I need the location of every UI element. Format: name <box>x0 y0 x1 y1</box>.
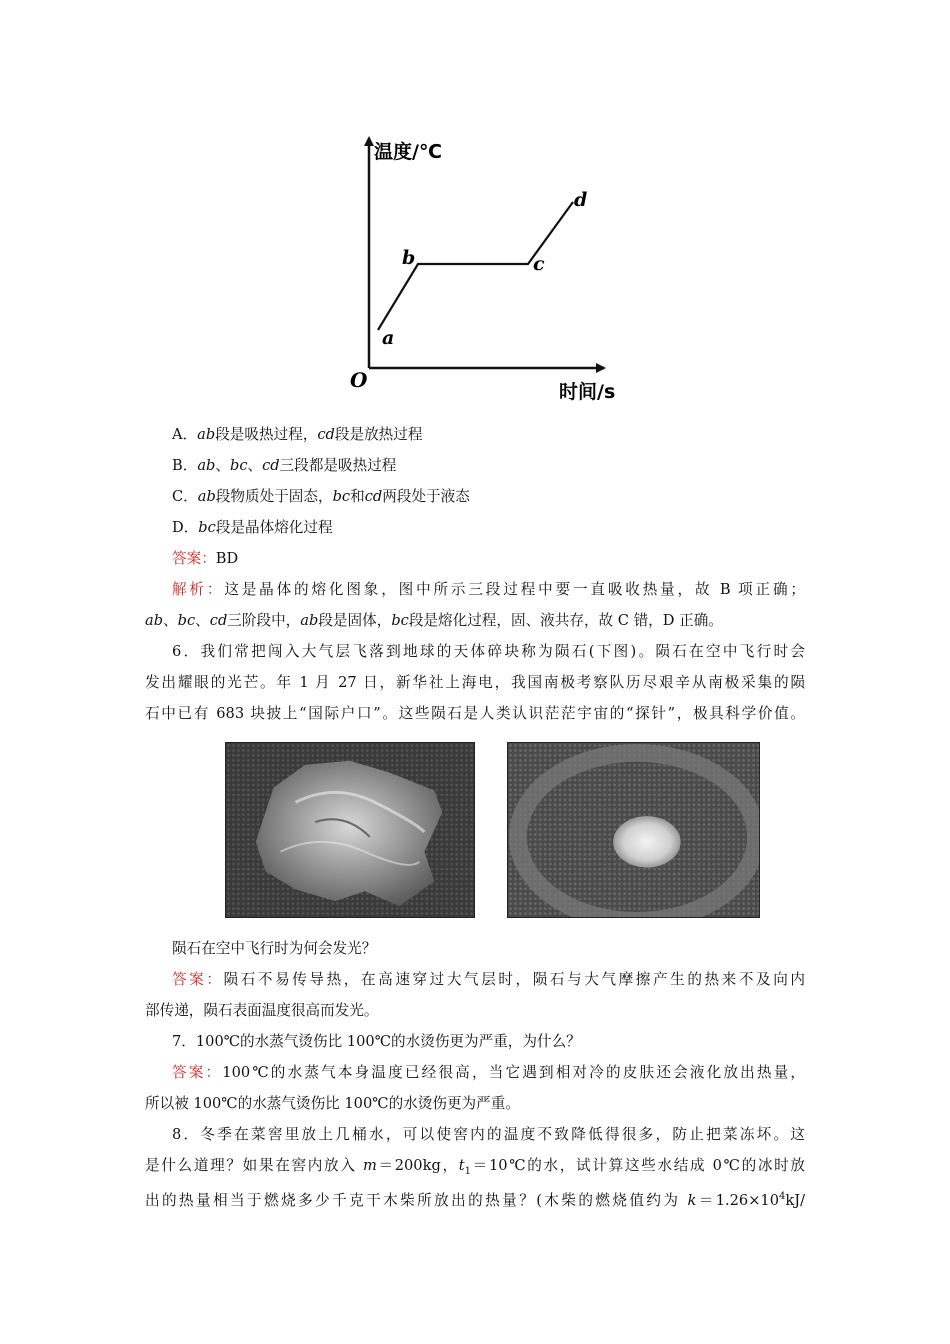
var-t: t <box>458 1157 465 1174</box>
point-c-label: c <box>533 253 545 275</box>
option-d-text: 段是晶体熔化过程 <box>215 519 333 536</box>
answer-label: 答案： <box>172 550 216 567</box>
analysis-text: 这是晶体的熔化图象，图中所示三段过程中要一直吸收热量，故 B 项正确； <box>224 581 805 598</box>
q6-line-2: 发出耀眼的光芒。年 1 月 27 日，新华社上海电，我国南极考察队历尽艰辛从南极采集的陨 <box>145 674 805 691</box>
analysis-text: 段是固体， <box>318 612 392 629</box>
q7-answer-line-2: 所以被 100℃的水蒸气烫伤比 100℃的水烫伤更为严重。 <box>145 1095 520 1112</box>
q8-line-2 <box>145 1156 805 1182</box>
q8-line-3 <box>145 1187 805 1211</box>
option-d-prefix: D． <box>172 519 199 536</box>
option-c-prefix: C． <box>172 488 198 505</box>
segment-ab: ab <box>145 612 164 629</box>
q6-answer-line-2: 部传递，陨石表面温度很高而发光。 <box>145 1002 379 1019</box>
y-axis-label: 温度/℃ <box>374 141 442 163</box>
meteorite-photo-left <box>225 742 475 918</box>
separator: 、 <box>163 612 178 629</box>
subscript: 1 <box>464 1165 471 1177</box>
answer-value: BD <box>215 550 239 567</box>
segment-bc: bc <box>177 612 196 629</box>
q8-line-1: 8．冬季在菜窖里放上几桶水，可以使窖内的温度不致降低得很多，防止把菜冻坏。这 <box>172 1126 805 1143</box>
q8-text: 出的热量相当于燃烧多少千克干木柴所放出的热量？(木柴的燃烧值约为 <box>145 1191 688 1209</box>
point-a-label: a <box>382 327 395 349</box>
q5-answer <box>172 549 238 569</box>
point-b-label: b <box>402 247 416 269</box>
q8-text: 是什么道理？如果在窖内放入 <box>145 1157 363 1174</box>
q7-answer-line-1 <box>172 1063 805 1083</box>
segment-cd: cd <box>209 612 228 629</box>
option-d <box>172 518 333 538</box>
origin-label: O <box>350 368 368 392</box>
q6-question: 陨石在空中飞行时为何会发光？ <box>172 940 377 957</box>
melting-graph <box>340 128 640 410</box>
segment-bc: bc <box>198 519 216 536</box>
var-k: k <box>687 1191 697 1209</box>
segment-ab: ab <box>197 488 216 505</box>
segment-bc: bc <box>229 457 248 474</box>
segment-bc: bc <box>332 488 351 505</box>
segment-cd: cd <box>317 426 335 443</box>
option-a-text: 段是吸热过程， <box>215 426 318 443</box>
var-m: m <box>362 1157 377 1174</box>
point-d-label: d <box>574 189 588 211</box>
answer-label: 答案： <box>172 1064 223 1081</box>
segment-cd: cd <box>262 457 280 474</box>
answer-text: 100℃的水蒸气本身温度已经很高，当它遇到相对冷的皮肤还会液化放出热量， <box>222 1064 805 1081</box>
q8-text: ＝200kg， <box>376 1157 459 1174</box>
segment-ab: ab <box>197 426 216 443</box>
separator: 、 <box>247 457 263 474</box>
separator: 、 <box>215 457 230 474</box>
q5-analysis-line-2 <box>145 611 723 631</box>
option-c <box>172 487 470 507</box>
q8-text: ＝1.26×10 <box>696 1191 779 1209</box>
option-a <box>172 425 422 445</box>
q7-question: 7．100℃的水蒸气烫伤比 100℃的水烫伤更为严重，为什么？ <box>172 1033 581 1050</box>
option-b-text: 三段都是吸热过程 <box>279 457 397 474</box>
q6-line-1: 6．我们常把闯入大气层飞落到地球的天体碎块称为陨石(下图)。陨石在空中飞行时会 <box>172 643 805 660</box>
option-c-text: 段物质处于固态， <box>215 488 333 505</box>
q6-answer-line-1 <box>172 970 805 990</box>
separator: 、 <box>195 612 210 629</box>
option-b-prefix: B． <box>172 457 198 474</box>
superscript: 4 <box>779 1191 786 1202</box>
q5-analysis-line-1 <box>172 580 805 600</box>
answer-label: 答案： <box>172 971 224 988</box>
conjunction: 和 <box>350 488 365 505</box>
segment-cd: cd <box>364 488 383 505</box>
melting-graph-svg <box>340 128 640 410</box>
x-axis-label: 时间/s <box>559 381 616 403</box>
analysis-text: 段是熔化过程，固、液共存，故 C 错，D 正确。 <box>408 612 723 629</box>
segment-ab: ab <box>197 457 216 474</box>
option-b <box>172 456 396 476</box>
q8-text: kJ/ <box>785 1191 805 1209</box>
answer-text: 陨石不易传导热，在高速穿过大气层时，陨石与大气摩擦产生的热来不及向内 <box>223 971 805 988</box>
option-c-text-end: 两段处于液态 <box>382 488 470 505</box>
analysis-label: 解析： <box>172 581 225 598</box>
segment-ab: ab <box>300 612 319 629</box>
option-a-prefix: A． <box>172 426 198 443</box>
meteorite-photo-right <box>507 742 760 918</box>
q8-text: ＝10℃的水，试计算这些水结成 0℃的冰时放 <box>471 1157 805 1174</box>
option-a-text-end: 段是放热过程 <box>334 426 423 443</box>
analysis-text: 三阶段中， <box>227 612 301 629</box>
segment-bc: bc <box>391 612 409 629</box>
q6-line-3: 石中已有 683 块披上“国际户口”。这些陨石是人类认识茫茫宇宙的“探针”，极具科学价值。 <box>145 705 805 722</box>
